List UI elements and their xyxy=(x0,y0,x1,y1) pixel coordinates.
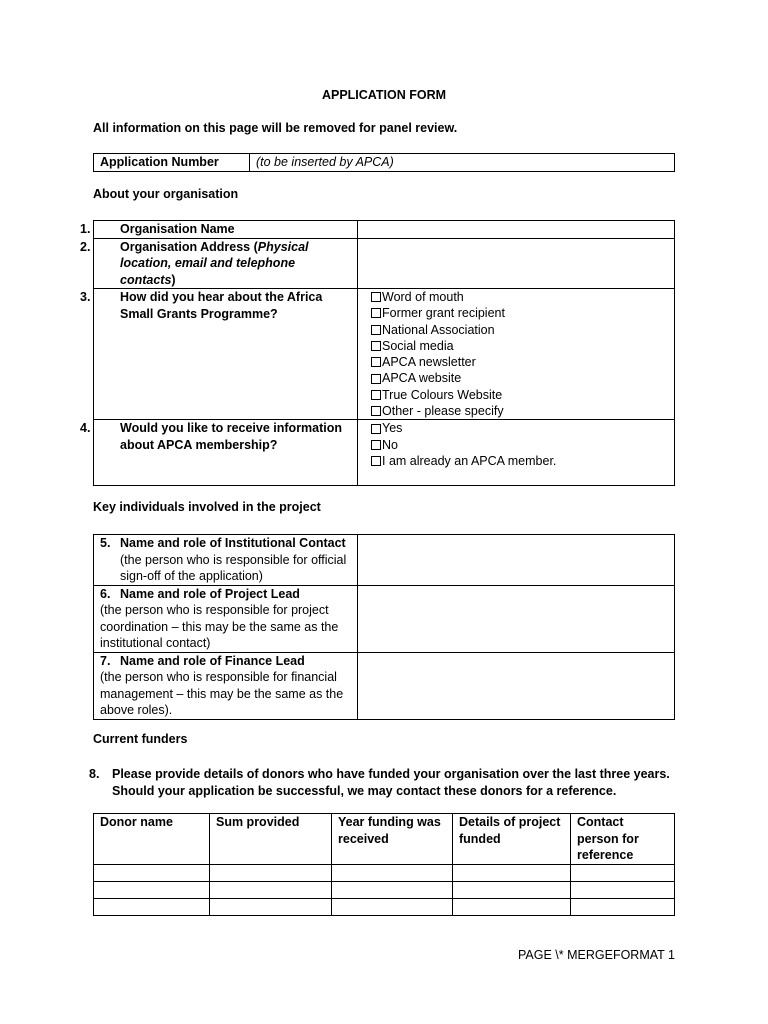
q4-option[interactable]: I am already an APCA member. xyxy=(358,453,674,469)
donor-cell[interactable] xyxy=(332,864,453,881)
donor-cell[interactable] xyxy=(94,864,210,881)
q7-label: 7. Name and role of Finance Lead xyxy=(100,653,305,668)
donor-cell[interactable] xyxy=(210,864,332,881)
donor-cell[interactable] xyxy=(571,881,675,898)
checkbox-icon[interactable] xyxy=(371,440,381,450)
donor-cell[interactable] xyxy=(94,898,210,915)
page-title: APPLICATION FORM xyxy=(321,88,447,102)
q2-label: 2. Organisation Address (Physical location, email and telephone contacts) xyxy=(80,239,309,287)
q6-description: (the person who is responsible for project coordination – this may be the same as the institutional contact) xyxy=(100,603,339,650)
checkbox-icon[interactable] xyxy=(371,292,381,302)
q3-options xyxy=(358,289,675,420)
notice-text: All information on this page will be removed for panel review. xyxy=(93,121,458,135)
application-number-value[interactable]: (to be inserted by APCA) xyxy=(250,154,675,172)
q8-instructions: 8. Please provide details of donors who have funded your organisation over the last three years. Should your application be successful, we may contact these donors for a reference. xyxy=(89,767,670,798)
q3-option[interactable]: Former grant recipient xyxy=(358,305,674,321)
donor-cell[interactable] xyxy=(332,881,453,898)
donor-cell[interactable] xyxy=(453,898,571,915)
q3-option[interactable]: National Association xyxy=(358,322,674,338)
table-row xyxy=(94,898,675,915)
q3-option[interactable]: Other - please specify xyxy=(358,403,674,419)
donor-cell[interactable] xyxy=(571,898,675,915)
donor-cell[interactable] xyxy=(571,864,675,881)
checkbox-icon[interactable] xyxy=(371,308,381,318)
donor-cell[interactable] xyxy=(453,881,571,898)
institutional-contact-field[interactable] xyxy=(358,535,675,586)
project-lead-field[interactable] xyxy=(358,585,675,652)
q4-option[interactable]: No xyxy=(358,437,674,453)
application-number-label: Application Number xyxy=(94,154,250,172)
key-individuals-table xyxy=(93,534,675,720)
q3-option[interactable]: APCA website xyxy=(358,370,674,386)
q3-option[interactable]: Word of mouth xyxy=(358,289,674,305)
q1-label: 1. Organisation Name xyxy=(80,222,235,236)
application-number-table xyxy=(93,153,675,172)
donor-cell[interactable] xyxy=(210,881,332,898)
donor-cell[interactable] xyxy=(453,864,571,881)
q3-label: 3. How did you hear about the Africa Small Grants Programme? xyxy=(80,290,323,321)
q3-option[interactable]: Social media xyxy=(358,338,674,354)
q3-option[interactable]: APCA newsletter xyxy=(358,354,674,370)
donor-table xyxy=(93,813,675,916)
finance-lead-field[interactable] xyxy=(358,652,675,719)
checkbox-icon[interactable] xyxy=(371,390,381,400)
q4-options xyxy=(358,420,675,486)
checkbox-icon[interactable] xyxy=(371,406,381,416)
donor-cell[interactable] xyxy=(210,898,332,915)
page-footer: PAGE \* MERGEFORMAT 1 xyxy=(518,948,675,962)
organisation-name-field[interactable] xyxy=(358,221,675,239)
checkbox-icon[interactable] xyxy=(371,341,381,351)
donor-header-details: Details of project funded xyxy=(453,814,571,865)
q5-label: 5. Name and role of Institutional Contact xyxy=(100,536,346,550)
q4-option[interactable]: Yes xyxy=(358,420,674,436)
donor-cell[interactable] xyxy=(332,898,453,915)
section-heading-current-funders: Current funders xyxy=(93,732,188,746)
table-row xyxy=(94,864,675,881)
donor-header-sum: Sum provided xyxy=(210,814,332,865)
table-row xyxy=(94,881,675,898)
section-heading-organisation: About your organisation xyxy=(93,187,239,201)
q5-description: (the person who is responsible for official sign-off of the application) xyxy=(120,552,347,583)
checkbox-icon[interactable] xyxy=(371,357,381,367)
q4-label: 4. Would you like to receive information about APCA membership? xyxy=(80,421,343,452)
checkbox-icon[interactable] xyxy=(371,325,381,335)
donor-header-name: Donor name xyxy=(94,814,210,865)
donor-header-contact: Contact person for reference xyxy=(571,814,675,865)
checkbox-icon[interactable] xyxy=(371,424,381,434)
q6-label: 6. Name and role of Project Lead xyxy=(100,586,300,601)
q3-option[interactable]: True Colours Website xyxy=(358,387,674,403)
organisation-address-field[interactable] xyxy=(358,238,675,289)
q7-description: (the person who is responsible for financial management – this may be the same as the above roles). xyxy=(100,670,344,717)
donor-header-year: Year funding was received xyxy=(332,814,453,865)
organisation-table xyxy=(80,220,675,486)
donor-cell[interactable] xyxy=(94,881,210,898)
checkbox-icon[interactable] xyxy=(371,456,381,466)
checkbox-icon[interactable] xyxy=(371,374,381,384)
section-heading-key-individuals: Key individuals involved in the project xyxy=(93,500,321,514)
